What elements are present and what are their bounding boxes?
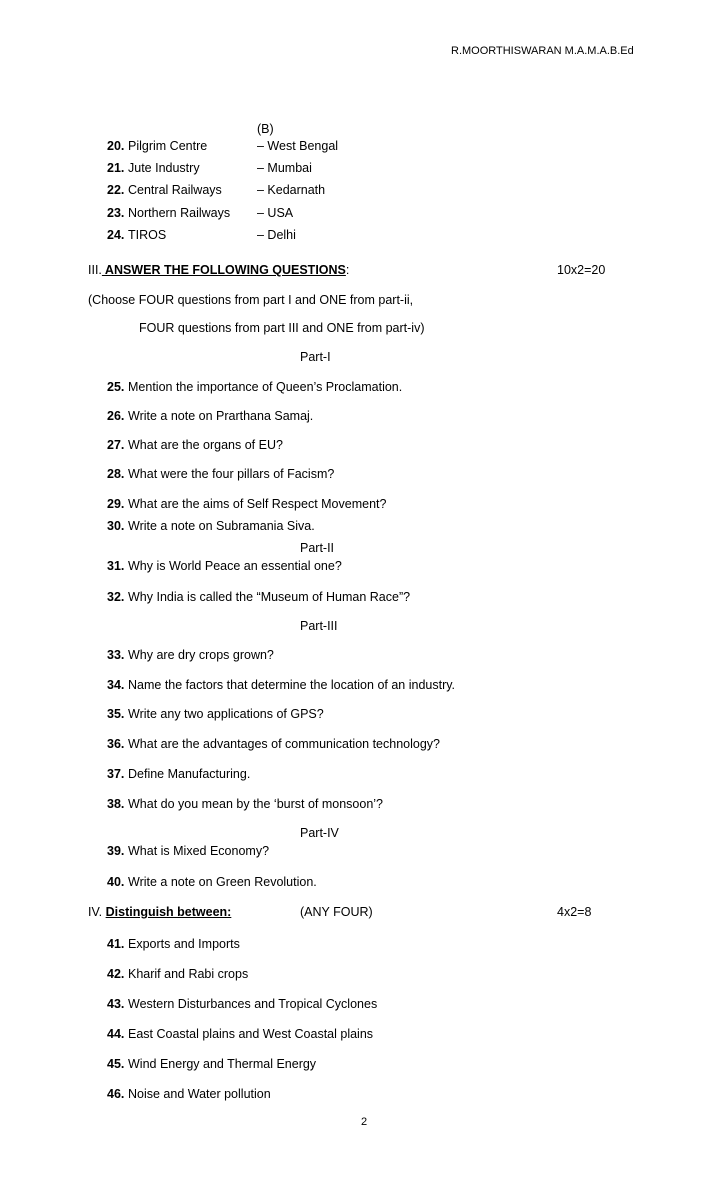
question-number: 38.	[107, 797, 125, 811]
question-text: Western Disturbances and Tropical Cyclones	[128, 997, 378, 1011]
section-marks: 4x2=8	[557, 905, 592, 919]
question-text: Why are dry crops grown?	[128, 648, 274, 662]
question-number: 22.	[107, 183, 125, 197]
page-number: 2	[361, 1116, 368, 1128]
question-number: 46.	[107, 1087, 125, 1101]
match-left-item: Pilgrim Centre	[128, 139, 208, 153]
question-number: 36.	[107, 737, 125, 751]
question-number: 30.	[107, 519, 125, 533]
question-number: 35.	[107, 707, 125, 721]
match-right-item: – Kedarnath	[257, 183, 326, 197]
question-number: 43.	[107, 997, 125, 1011]
section-3-heading	[88, 263, 349, 277]
question-number: 40.	[107, 875, 125, 889]
question-number: 32.	[107, 590, 125, 604]
question-text: Write a note on Subramania Siva.	[128, 519, 315, 533]
match-right-item: – Delhi	[257, 228, 296, 242]
part-heading: Part-III	[300, 619, 338, 633]
question-number: 39.	[107, 844, 125, 858]
question-text: What are the advantages of communication technology?	[128, 737, 440, 751]
section-choice-note: (ANY FOUR)	[300, 905, 373, 919]
section-title: ANSWER THE FOLLOWING QUESTIONS	[101, 263, 346, 277]
match-left-item: Northern Railways	[128, 206, 231, 220]
question-number: 33.	[107, 648, 125, 662]
question-text: Exports and Imports	[128, 937, 240, 951]
question-text: Write a note on Prarthana Samaj.	[128, 409, 314, 423]
question-number: 42.	[107, 967, 125, 981]
question-number: 45.	[107, 1057, 125, 1071]
question-number: 29.	[107, 497, 125, 511]
question-text: Kharif and Rabi crops	[128, 967, 249, 981]
section-instructions: (Choose FOUR questions from part I and ONE from part-ii,	[88, 293, 414, 307]
section-roman-numeral: IV.	[88, 905, 103, 919]
question-number: 31.	[107, 559, 125, 573]
question-text: Write a note on Green Revolution.	[128, 875, 317, 889]
section-title-colon: :	[345, 263, 350, 277]
question-number: 34.	[107, 678, 125, 692]
match-right-item: – USA	[257, 206, 294, 220]
column-b-label: (B)	[257, 122, 274, 136]
question-number: 37.	[107, 767, 125, 781]
match-left-item: TIROS	[128, 228, 167, 242]
question-text: Wind Energy and Thermal Energy	[128, 1057, 317, 1071]
question-number: 26.	[107, 409, 125, 423]
section-marks: 10x2=20	[557, 263, 606, 277]
part-heading: Part-I	[300, 350, 331, 364]
question-number: 23.	[107, 206, 125, 220]
question-text: Write any two applications of GPS?	[128, 707, 324, 721]
question-number: 44.	[107, 1027, 125, 1041]
question-text: What are the aims of Self Respect Movement?	[128, 497, 387, 511]
question-number: 24.	[107, 228, 125, 242]
question-number: 21.	[107, 161, 125, 175]
part-heading: Part-IV	[300, 826, 339, 840]
match-right-item: – Mumbai	[257, 161, 312, 175]
question-text: Why India is called the “Museum of Human Race”?	[128, 590, 411, 604]
section-roman-numeral: III.	[88, 263, 102, 277]
question-number: 41.	[107, 937, 125, 951]
question-text: What were the four pillars of Facism?	[128, 467, 335, 481]
question-text: Mention the importance of Queen’s Proclamation.	[128, 380, 403, 394]
question-number: 25.	[107, 380, 125, 394]
question-text: Name the factors that determine the location of an industry.	[128, 678, 456, 692]
question-number: 27.	[107, 438, 125, 452]
section-4-heading	[88, 905, 231, 919]
question-text: What do you mean by the ‘burst of monsoon’?	[128, 797, 384, 811]
section-instructions-continued: FOUR questions from part III and ONE from part-iv)	[139, 321, 425, 335]
author-header: R.MOORTHISWARAN M.A.M.A.B.Ed	[451, 45, 634, 57]
question-text: East Coastal plains and West Coastal plains	[128, 1027, 374, 1041]
match-left-item: Central Railways	[128, 183, 222, 197]
question-text: Noise and Water pollution	[128, 1087, 271, 1101]
question-text: Why is World Peace an essential one?	[128, 559, 342, 573]
section-title: Distinguish between:	[105, 905, 232, 919]
question-text: Define Manufacturing.	[128, 767, 251, 781]
part-heading: Part-II	[300, 541, 335, 555]
question-number: 20.	[107, 139, 125, 153]
match-left-item: Jute Industry	[128, 161, 200, 175]
question-text: What is Mixed Economy?	[128, 844, 270, 858]
question-number: 28.	[107, 467, 125, 481]
question-text: What are the organs of EU?	[128, 438, 283, 452]
match-right-item: – West Bengal	[257, 139, 339, 153]
